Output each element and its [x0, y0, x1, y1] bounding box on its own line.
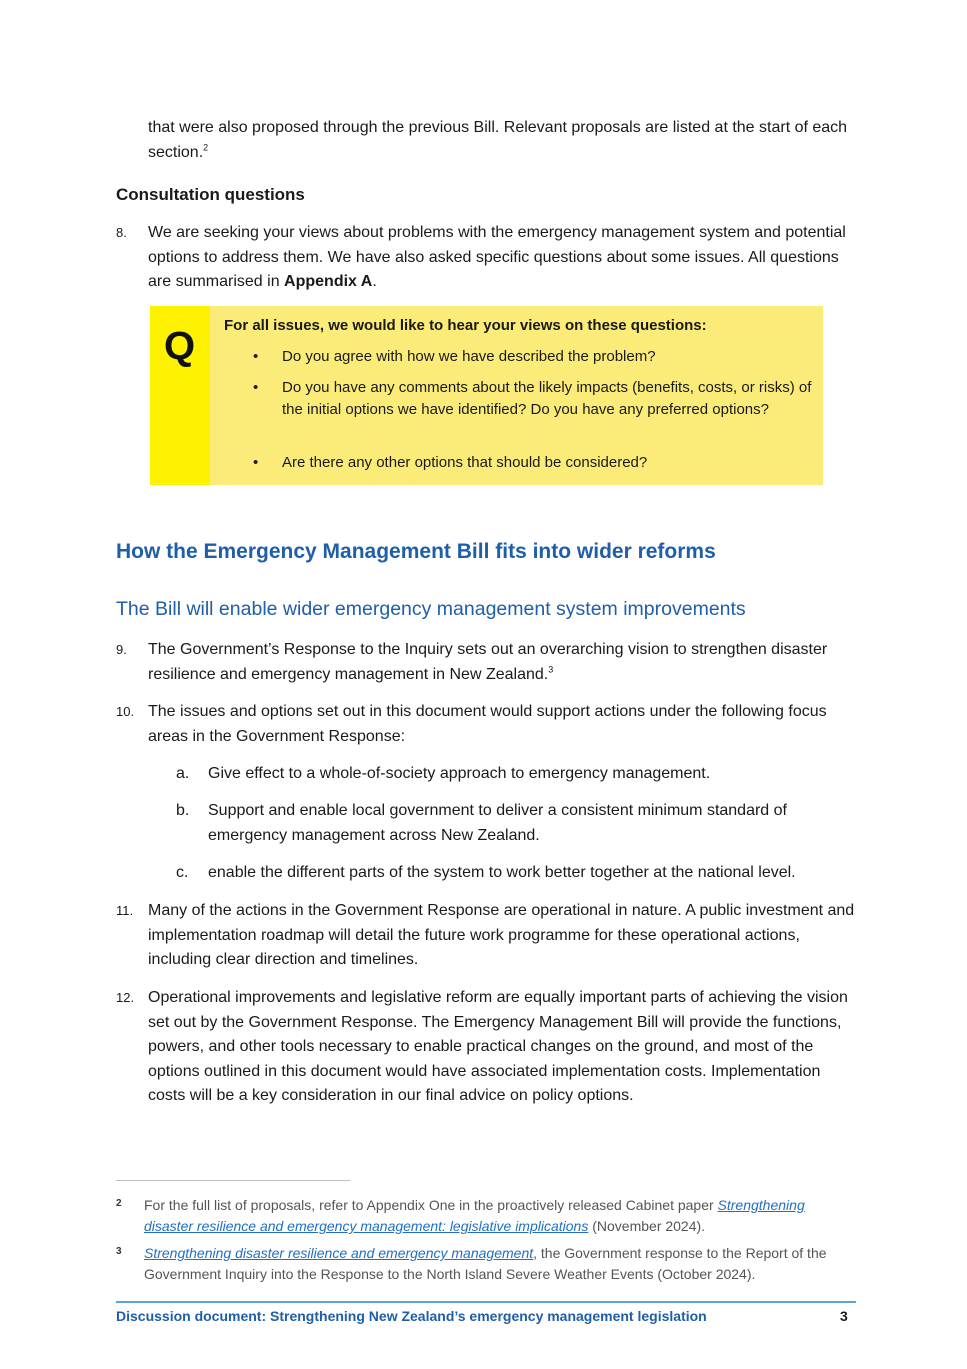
consultation-heading: Consultation questions: [116, 185, 305, 204]
footnote-2-post: (November 2024).: [588, 1218, 706, 1234]
para-8-end: .: [372, 273, 377, 290]
footnote-3-number: 3: [116, 1246, 122, 1257]
para-10-text: The issues and options set out in this document would support actions under the following focus areas in the Government Response:: [148, 703, 827, 745]
section-heading: How the Emergency Management Bill fits into wider reforms: [116, 540, 716, 563]
bullet-icon: •: [253, 454, 259, 471]
footnote-divider: [116, 1180, 350, 1181]
para-8-text: We are seeking your views about problems with the emergency management system and potential options to address them. We have also asked specific questions about some issues. All questions are summarised in: [148, 224, 846, 290]
footnote-2: [144, 1195, 854, 1237]
question-heading: For all issues, we would like to hear your views on these questions:: [224, 317, 707, 334]
page-number: 3: [840, 1308, 848, 1324]
para-8-number: 8.: [116, 225, 127, 240]
sub-item-a: Give effect to a whole-of-society approach to emergency management.: [208, 765, 711, 782]
sub-item-c: enable the different parts of the system to work better together at the national level.: [208, 864, 796, 881]
para-9-number: 9.: [116, 642, 127, 657]
intro-text: that were also proposed through the previous Bill. Relevant proposals are listed at the start of each section.: [148, 119, 848, 161]
footnote-ref-3[interactable]: 3: [548, 664, 554, 675]
question-item-1: Do you agree with how we have described the problem?: [282, 348, 656, 365]
footer-divider: [116, 1301, 856, 1303]
para-12-text: Operational improvements and legislative reform are equally important parts of achieving the vision set out by the Government Response. The Emergency Management Bill will provide the functions, powers, and other tools necessary to enable practical changes on the ground, and most of the options outlined in this document would have associated implementation costs. Implementation costs will be a key consideration in our final advice on policy options.: [148, 989, 848, 1104]
footnote-2-link[interactable]: Strengthening disaster resilience and emergency management: legislative implications: [144, 1197, 805, 1234]
bullet-icon: •: [253, 348, 259, 365]
question-icon: Q: [164, 324, 196, 368]
para-9-text: The Government’s Response to the Inquiry sets out an overarching vision to strengthen disaster resilience and emergency management in New Zealand.: [148, 641, 828, 683]
bullet-icon: •: [253, 379, 259, 396]
para-10-number: 10.: [116, 704, 135, 719]
footnote-2-pre: For the full list of proposals, refer to Appendix One in the proactively released Cabinet paper: [144, 1197, 718, 1213]
question-box: [150, 306, 823, 485]
sub-item-b-label: b.: [176, 802, 190, 819]
para-11-number: 11.: [116, 903, 134, 918]
question-strip: [150, 306, 210, 485]
para-12-number: 12.: [116, 990, 135, 1005]
para-9: [148, 638, 858, 687]
sub-item-b: Support and enable local government to deliver a consistent minimum standard of emergency management across New Zealand.: [208, 802, 787, 844]
appendix-a-ref: Appendix A: [284, 273, 373, 290]
question-item-2: Do you have any comments about the likely impacts (benefits, costs, or risks) of the initial options we have identified? Do you have any preferred options?: [282, 379, 812, 418]
subsection-heading: The Bill will enable wider emergency management system improvements: [116, 598, 746, 620]
question-item-3: Are there any other options that should be considered?: [282, 454, 648, 471]
footnote-3-link[interactable]: Strengthening disaster resilience and emergency management: [144, 1245, 534, 1261]
footer-title: Discussion document: Strengthening New Zealand’s emergency management legislation: [116, 1308, 707, 1324]
sub-item-c-label: c.: [176, 864, 189, 881]
intro-paragraph: [148, 116, 858, 165]
sub-item-a-label: a.: [176, 765, 190, 782]
para-8: [148, 221, 858, 295]
footnote-3: [144, 1243, 854, 1285]
para-11-text: Many of the actions in the Government Response are operational in nature. A public investment and implementation roadmap will detail the future work programme for these operational actions, including clear direction and timelines.: [148, 902, 855, 968]
footnote-3-post: , the Government response to the Report of the Government Inquiry into the Response to the North Island Severe Weather Events (October 2024).: [144, 1245, 827, 1282]
footnote-ref-2[interactable]: 2: [203, 142, 209, 153]
footnote-2-number: 2: [116, 1198, 122, 1209]
